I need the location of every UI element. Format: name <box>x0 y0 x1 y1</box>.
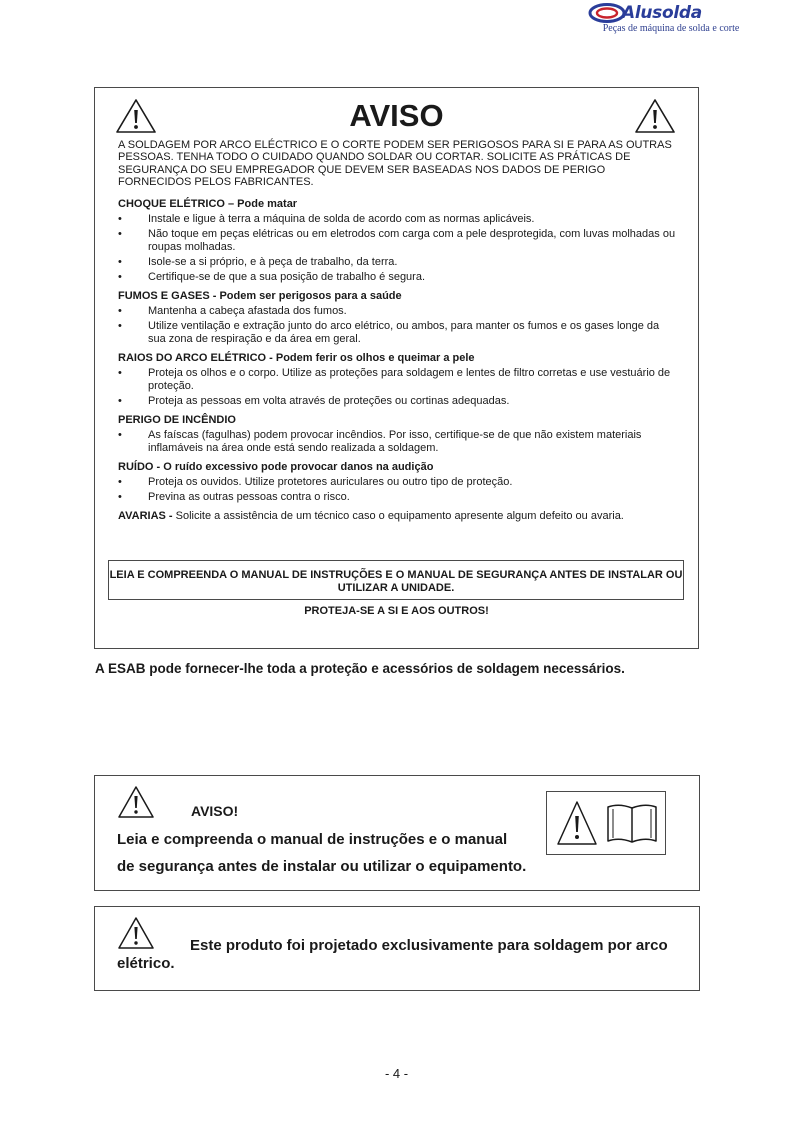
manual-warning-box <box>94 775 700 891</box>
manual-warning-title: AVISO! <box>191 803 239 819</box>
bullet-icon: • <box>118 429 122 441</box>
bullet-icon: • <box>118 395 122 407</box>
bullet-icon: • <box>118 491 122 503</box>
hazard-sections <box>118 198 676 523</box>
warning-triangle-icon <box>633 97 677 135</box>
bullet-text: Mantenha a cabeça afastada dos fumos. <box>148 305 347 317</box>
bullet-item <box>118 305 676 318</box>
bullet-item <box>118 476 676 489</box>
bullet-item <box>118 320 676 346</box>
section-heading: PERIGO DE INCÊNDIO <box>118 414 236 426</box>
bullet-text: Certifique-se de que a sua posição de trabalho é segura. <box>148 271 426 283</box>
hazard-section-noise <box>118 461 676 504</box>
manual-notice-box <box>108 560 684 600</box>
bullet-text: Proteja os olhos e o corpo. Utilize as proteções para soldagem e lentes de filtro corretas e use vestuário de proteção. <box>148 367 671 392</box>
bullet-text: Previna as outras pessoas contra o risco. <box>148 491 350 503</box>
warning-triangle-icon <box>555 798 599 848</box>
hazard-section-electric-shock <box>118 198 676 284</box>
bullet-icon: • <box>118 213 122 225</box>
alusolda-logo-mark-icon <box>588 2 626 24</box>
section-heading: RUÍDO - O ruído excessivo pode provocar danos na audição <box>118 461 434 473</box>
bullet-item <box>118 256 676 269</box>
bullet-text: Proteja os ouvidos. Utilize protetores auriculares ou outro tipo de proteção. <box>148 476 513 488</box>
avarias-label: AVARIAS - <box>118 510 173 522</box>
bullet-icon: • <box>118 476 122 488</box>
bullet-text: Não toque em peças elétricas ou em eletrodos com carga com a pele desprotegida, com luvas molhadas ou roupas molhadas. <box>148 228 676 253</box>
warning-box <box>94 87 699 649</box>
bullet-item <box>118 395 676 408</box>
protect-notice: PROTEJA-SE A SI E AOS OUTROS! <box>304 605 489 617</box>
avarias-text: Solicite a assistência de um técnico caso o equipamento apresente algum defeito ou avaria. <box>172 510 624 522</box>
bullet-item <box>118 228 676 254</box>
bullet-icon: • <box>118 367 122 379</box>
bullet-icon: • <box>118 305 122 317</box>
bullet-text: Proteja as pessoas em volta através de proteções ou cortinas adequadas. <box>148 395 510 407</box>
warning-intro: A SOLDAGEM POR ARCO ELÉCTRICO E O CORTE PODEM SER PERIGOSOS PARA SI E PARA AS OUTRAS PESSOAS. TENHA TODO O CUIDADO QUANDO SOLDAR OU CORTAR. SOLICITE AS PRÁTICAS DE SEGURANÇA DO SEU EMPREGADOR QUE DEVEM SER BASEADAS NOS DADOS DE PERIGO FORNECIDOS PELOS FABRICANTES. <box>118 139 672 189</box>
bullet-item <box>118 271 676 284</box>
warning-title: AVISO <box>349 98 444 133</box>
bullet-text: Utilize ventilação e extração junto do arco elétrico, ou ambos, para manter os fumos e os gases longe da sua zona de respiração e da área em geral. <box>148 320 660 345</box>
bullet-text: As faíscas (fagulhas) podem provocar incêndios. Por isso, certifique-se de que não existem materiais inflamáveis na área onde está sendo realizada a soldagem. <box>148 429 642 454</box>
bullet-item <box>118 213 676 226</box>
arc-welding-notice-text: Este produto foi projetado exclusivamente para soldagem por arco elétrico. <box>117 937 668 972</box>
hazard-section-fire <box>118 414 676 455</box>
manual-notice-text: LEIA E COMPREENDA O MANUAL DE INSTRUÇÕES E O MANUAL DE SEGURANÇA ANTES DE INSTALAR OU UTILIZAR A UNIDADE. <box>109 569 683 594</box>
alusolda-logo <box>588 2 748 36</box>
hazard-section-fumes <box>118 290 676 346</box>
bullet-text: Instale e ligue à terra a máquina de solda de acordo com as normas aplicáveis. <box>148 213 535 225</box>
bullet-item <box>118 491 676 504</box>
manual-warning-line-2: de segurança antes de instalar ou utilizar o equipamento. <box>117 858 527 875</box>
arc-welding-notice-box <box>94 906 700 991</box>
open-book-icon <box>605 801 659 845</box>
logo-tagline: Peças de máquina de solda e corte <box>602 23 740 34</box>
read-manual-pictogram <box>546 791 666 855</box>
bullet-icon: • <box>118 228 122 240</box>
bullet-item <box>118 429 676 455</box>
logo-name: Alusolda <box>622 3 702 23</box>
section-heading: FUMOS E GASES - Podem ser perigosos para a saúde <box>118 290 402 302</box>
esab-statement: A ESAB pode fornecer-lhe toda a proteção e acessórios de soldagem necessários. <box>95 661 625 676</box>
bullet-icon: • <box>118 256 122 268</box>
page-number: - 4 - <box>384 1066 409 1081</box>
bullet-icon: • <box>118 320 122 332</box>
bullet-icon: • <box>118 271 122 283</box>
section-heading: CHOQUE ELÉTRICO – Pode matar <box>118 198 298 210</box>
avarias-note <box>118 510 676 523</box>
warning-triangle-icon <box>116 784 156 820</box>
section-heading: RAIOS DO ARCO ELÉTRICO - Podem ferir os olhos e queimar a pele <box>118 352 475 364</box>
bullet-item <box>118 367 676 393</box>
hazard-section-arc-rays <box>118 352 676 408</box>
bullet-text: Isole-se a si próprio, e à peça de trabalho, da terra. <box>148 256 398 268</box>
manual-warning-line-1: Leia e compreenda o manual de instruções e o manual <box>117 831 508 848</box>
